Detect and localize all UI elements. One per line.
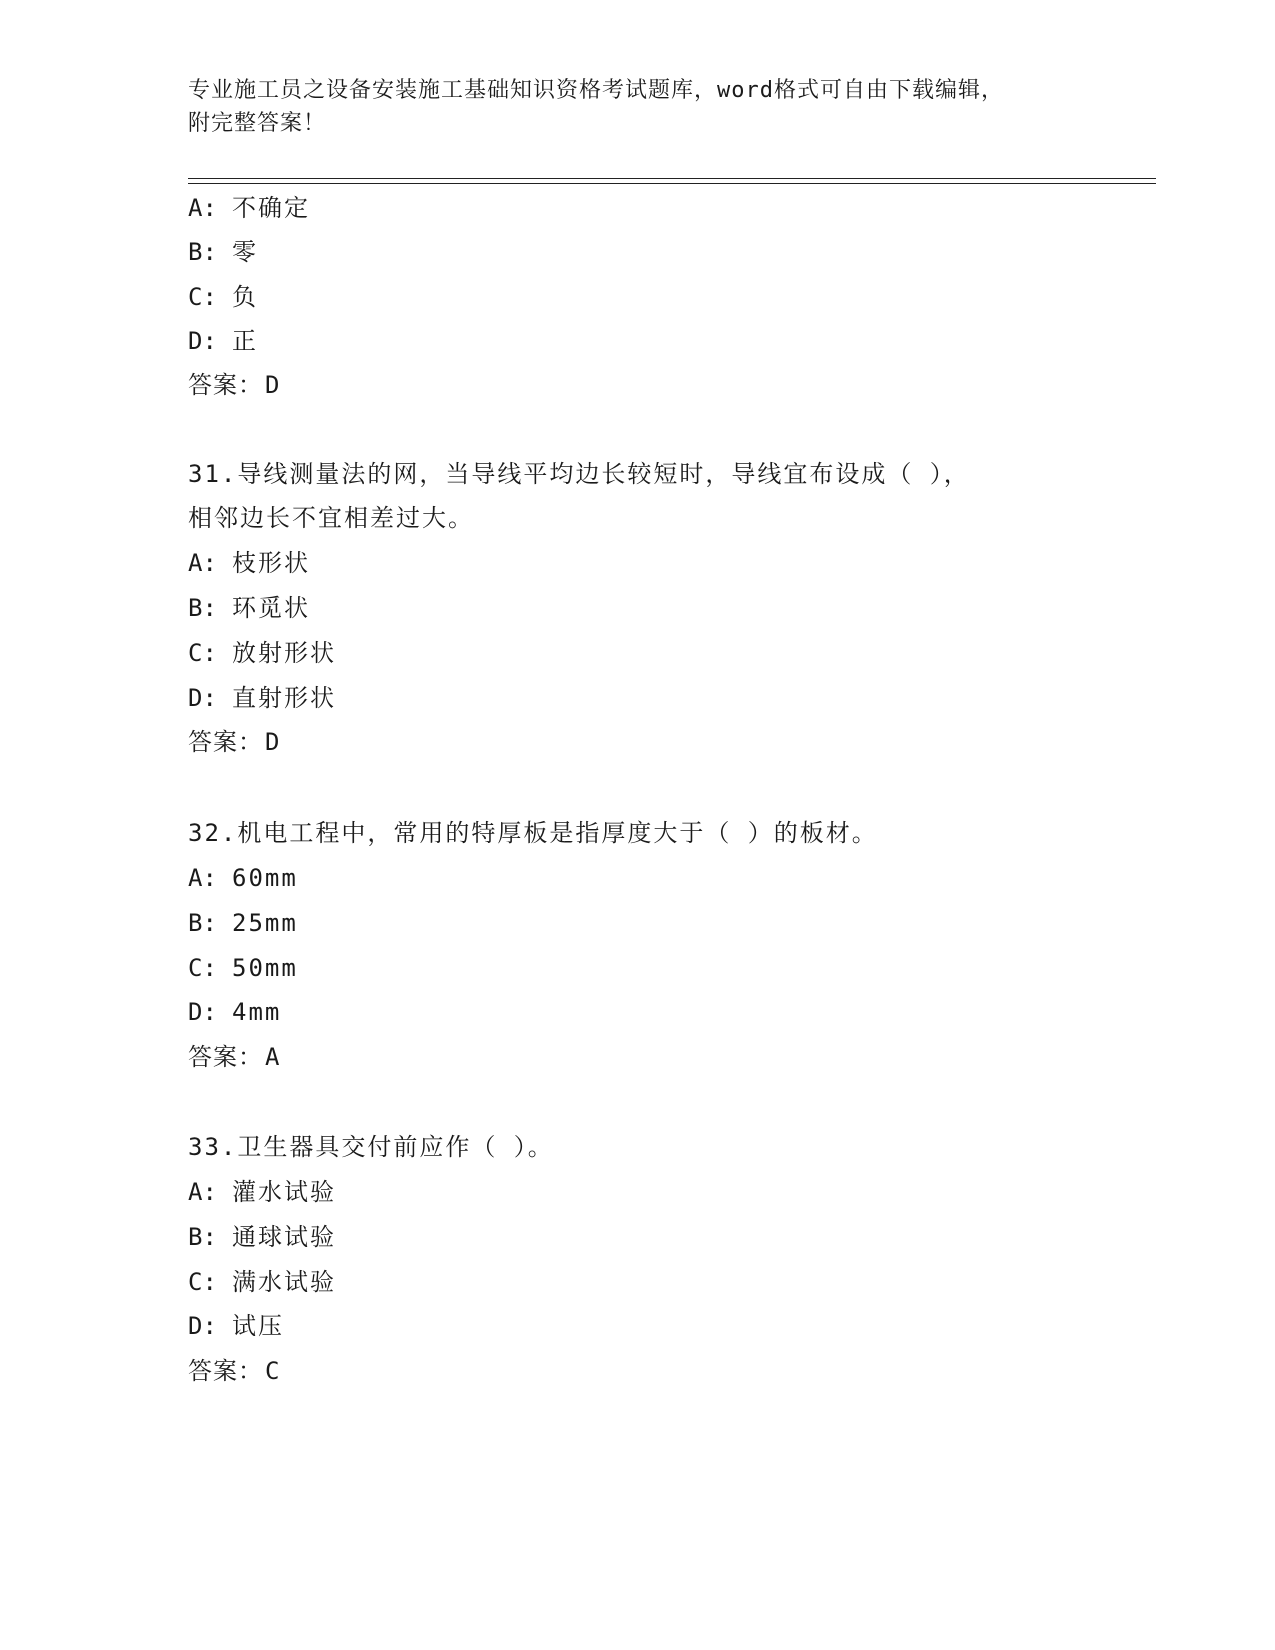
- option-label: A:: [188, 194, 217, 222]
- header-divider-bottom: [188, 183, 1156, 184]
- option-text: 正: [232, 327, 258, 355]
- option-label: C:: [188, 1268, 217, 1296]
- q31-stem-line-1: 31.导线测量法的网，当导线平均边长较短时，导线宜布设成（ ），: [188, 460, 970, 488]
- option-text: 60mm: [232, 864, 298, 892]
- answer-value: D: [265, 728, 281, 756]
- option-text: 不确定: [232, 194, 310, 222]
- q33-option-b: [188, 1222, 336, 1252]
- answer-label: 答案：: [188, 728, 263, 756]
- q33-answer: [188, 1356, 280, 1386]
- option-label: D:: [188, 1312, 217, 1340]
- q33-stem-line-1: 33.卫生器具交付前应作（ ）。: [188, 1133, 554, 1161]
- q32-option-b: [188, 908, 298, 938]
- document-header: [188, 74, 1088, 140]
- option-label: D:: [188, 684, 217, 712]
- q30-option-a: [188, 193, 310, 223]
- option-label: A:: [188, 1178, 217, 1206]
- q33-option-c: [188, 1267, 336, 1297]
- q31-option-b: [188, 593, 310, 623]
- option-text: 4mm: [232, 998, 282, 1026]
- q31-option-d: [188, 683, 336, 713]
- option-text: 负: [232, 283, 258, 311]
- q30-option-d: [188, 326, 258, 356]
- option-text: 25mm: [232, 909, 298, 937]
- option-text: 直射形状: [232, 684, 336, 712]
- answer-label: 答案：: [188, 1357, 263, 1385]
- option-label: B:: [188, 1223, 217, 1251]
- q31-option-c: [188, 638, 336, 668]
- option-label: C:: [188, 639, 217, 667]
- answer-label: 答案：: [188, 371, 263, 399]
- answer-value: A: [265, 1043, 281, 1071]
- q32-option-c: [188, 953, 298, 983]
- q30-option-c: [188, 282, 258, 312]
- option-text: 满水试验: [232, 1268, 336, 1296]
- answer-value: D: [265, 371, 281, 399]
- option-label: A:: [188, 549, 217, 577]
- option-text: 放射形状: [232, 639, 336, 667]
- q32-answer: [188, 1042, 280, 1072]
- q30-answer: [188, 370, 280, 400]
- q31-option-a: [188, 548, 310, 578]
- q33-option-d: [188, 1311, 284, 1341]
- option-label: A:: [188, 864, 217, 892]
- q31-stem-line-2: 相邻边长不宜相差过大。: [188, 504, 474, 532]
- q33-option-a: [188, 1177, 336, 1207]
- q32-option-a: [188, 863, 298, 893]
- header-line-1: 专业施工员之设备安装施工基础知识资格考试题库，word格式可自由下载编辑，: [188, 78, 1004, 103]
- option-label: C:: [188, 954, 217, 982]
- q32-option-d: [188, 997, 281, 1027]
- option-text: 环觅状: [232, 594, 310, 622]
- header-divider-top: [188, 178, 1156, 179]
- answer-value: C: [265, 1357, 281, 1385]
- option-label: D:: [188, 998, 217, 1026]
- option-text: 50mm: [232, 954, 298, 982]
- option-text: 通球试验: [232, 1223, 336, 1251]
- option-label: B:: [188, 909, 217, 937]
- option-text: 灌水试验: [232, 1178, 336, 1206]
- option-text: 试压: [232, 1312, 284, 1340]
- option-label: C:: [188, 283, 217, 311]
- answer-label: 答案：: [188, 1043, 263, 1071]
- option-label: B:: [188, 594, 217, 622]
- option-text: 枝形状: [232, 549, 310, 577]
- option-text: 零: [232, 238, 258, 266]
- option-label: B:: [188, 238, 217, 266]
- header-line-2: 附完整答案！: [188, 111, 327, 136]
- q31-answer: [188, 727, 280, 757]
- q32-stem-line-1: 32.机电工程中，常用的特厚板是指厚度大于（ ）的板材。: [188, 819, 878, 847]
- q30-option-b: [188, 237, 258, 267]
- option-label: D:: [188, 327, 217, 355]
